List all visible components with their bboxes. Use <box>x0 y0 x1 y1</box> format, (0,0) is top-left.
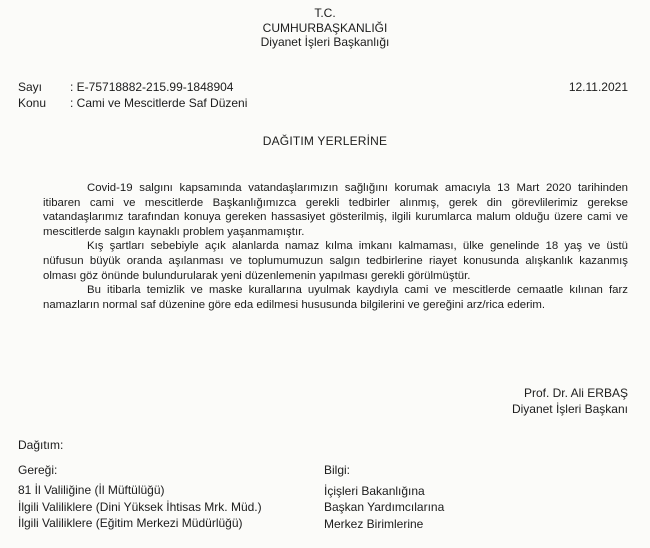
konu-row <box>18 96 247 110</box>
sayi-value: : E-75718882-215.99-1848904 <box>70 80 234 94</box>
sayi-label: Sayı <box>18 80 43 94</box>
bilgi-block <box>324 462 444 532</box>
list-item: 81 İl Valiliğine (İl Müftülüğü) <box>18 483 165 497</box>
document-date: 12.11.2021 <box>568 80 628 94</box>
paragraph-3: Bu itibarla temizlik ve maske kurallarına uyulmak kaydıyla cami ve mescitlerde cemaatle kılınan farz namazların normal saf düzenine göre eda edilmesi hususunda bilgilerini ve gereğini arz/rica ederim. <box>43 284 628 311</box>
list-item: İlgili Valiliklere (Dini Yüksek İhtisas Mrk. Müd.) <box>18 499 262 514</box>
list-item: İçişleri Bakanlığına <box>324 483 425 498</box>
paragraph-2: Kış şartları sebebiyle açık alanlarda namaz kılma imkanı kalmaması, ülke genelinde 18 yaş ve üstü nüfusun büyük oranda aşılanması ve toplumumuzun salgın tedbirlerine riayet konusunda alışkanlık kazanmış olması göz önünde bulundurularak yeni düzenlemenin yapılması gerekli görülmüştür. <box>43 240 628 282</box>
konu-label: Konu <box>18 96 47 110</box>
gerei-label: Gereği: <box>18 462 58 477</box>
list-item: Merkez Birimlerine <box>324 516 424 531</box>
distribution-block <box>18 437 262 532</box>
letter-body <box>43 181 628 312</box>
letterhead <box>0 6 650 50</box>
bilgi-label: Bilgi: <box>324 463 351 477</box>
konu-value: : Cami ve Mescitlerde Saf Düzeni <box>70 96 248 110</box>
distribution-label: Dağıtım: <box>18 438 64 452</box>
signatory-name: Prof. Dr. Ali ERBAŞ <box>523 386 628 400</box>
list-item: Başkan Yardımcılarına <box>324 500 445 514</box>
list-item: İlgili Valiliklere (Eğitim Merkezi Müdürlüğü) <box>18 516 243 530</box>
header-tc: T.C. <box>314 6 336 20</box>
sayi-row <box>18 80 233 94</box>
header-directorate: Diyanet İşleri Başkanlığı <box>260 35 390 49</box>
header-presidency: CUMHURBAŞKANLIĞI <box>262 20 388 35</box>
distribution-title: DAĞITIM YERLERİNE <box>262 134 388 148</box>
signature-block <box>512 385 628 417</box>
paragraph-1: Covid-19 salgını kapsamında vatandaşlarımızın sağlığını korumak amacıyla 13 Mart 2020 tarihinden itibaren cami ve mescitlerde Başkanlığımızca gerekli tedbirler alınmış, gerek din görevlilerimiz gerekse vatandaşlarımız tarafından konuya gereken hassasiyet gösterilmiş, ilgili kurumlarca malum olduğu üzere cami ve mescitlerde salgın kaynaklı problem yaşanmamıştır. <box>43 182 628 238</box>
signatory-title: Diyanet İşleri Başkanı <box>511 402 628 416</box>
